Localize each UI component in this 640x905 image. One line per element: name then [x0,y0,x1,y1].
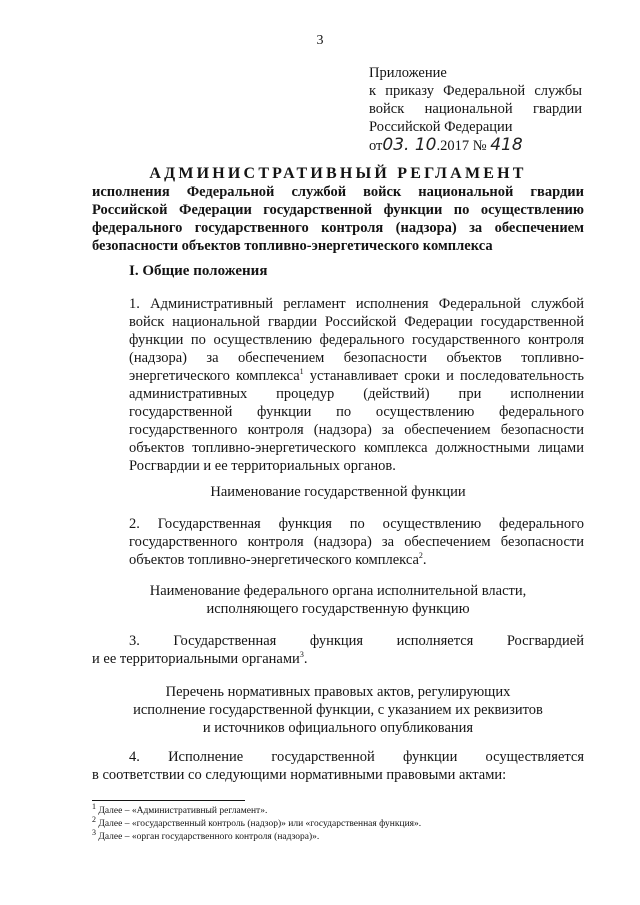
footnote-3-text: Далее – «орган государственного контроля (надзора)». [98,832,320,842]
heading-executive-body-line1: Наименование федерального органа исполнительной власти, [149,583,527,599]
footnote-ref-3: 3 [299,650,304,660]
document-subtitle: исполнения Федеральной службой войск национальной гвардии Российской Федерации государственной функции по осуществлению федерального государственного контроля (надзора) за обеспечением безопасности объектов топливно-энергетического комплекса [92,184,584,254]
footnote-3 [92,827,592,843]
appendix-country-line: Российской Федерации [369,119,513,135]
footnote-separator [92,800,245,801]
page-number: 3 [316,33,324,48]
heading-legal-acts-line1: Перечень нормативных правовых актов, регулирующих [165,684,511,700]
paragraph-1-text-a: 1. Административный регламент исполнения Федеральной службой войск национальной гвардии Российской Федерации государственной функции по осуществлению федерального государственного контроля (надзора) за обеспечением безопасности объектов топливно-энергетического комплекса [129,296,584,384]
heading-function-name: Наименование государственной функции [210,484,466,500]
date-year: .2017 № [436,138,487,154]
paragraph-4-line2: в соответствии со следующими нормативными правовыми актами: [92,767,507,783]
paragraph-2: 2. Государственная функция по осуществлению федерального государственного контроля (надзора) за обеспечением безопасности объектов топливно-энергетического комплекса$^2$. [129,516,584,568]
paragraph-1 [92,295,584,475]
footnote-2-mark: 2 [92,814,96,824]
heading-legal-acts-line3: и источников официального опубликования [202,720,474,736]
footnote-3-mark: 3 [92,827,96,837]
heading-executive-body [92,582,584,618]
footnote-1-mark: 1 [92,801,96,811]
appendix-date-line [369,136,582,155]
paragraph-3-line1: 3. Государственная функция исполняется Росгвардией [129,633,584,649]
handwritten-date: 03. 10 [382,135,437,155]
footnote-1-text: Далее – «Административный регламент». [98,806,268,816]
section-heading-general: I. Общие положения [129,263,268,279]
footnote-ref-2: 2 [418,551,423,561]
document-title: АДМИНИСТРАТИВНЫЙ РЕГЛАМЕНТ [149,165,527,182]
appendix-agency-line: войск национальной гвардии [369,101,582,117]
paragraph-2-text: 2. Государственная функция по осуществлению федерального государственного контроля (надзора) за обеспечением безопасности объектов топливно-энергетического комплекса [129,516,584,568]
date-prefix: от [369,138,383,154]
paragraph-4-line1: 4. Исполнение государственной функции осуществляется [129,749,584,765]
paragraph-3: 3. Государственная функция исполняется Росгвардией и ее территориальными органами$^3$. [92,633,584,667]
heading-legal-acts-line2: исполнение государственной функции, с указанием их реквизитов [133,702,543,718]
footnote-2-text: Далее – «государственный контроль (надзор)» или «государственная функция». [98,819,422,829]
heading-executive-body-line2: исполняющего государственную функцию [206,601,470,617]
paragraph-3-line2: и ее территориальными органами [92,651,300,667]
footnote-2 [92,814,592,830]
paragraph-1-text-b: устанавливает сроки и последовательность административных процедур (действий) при исполнении государственной функции по осуществлению федерального государственного контроля (надзора) за обеспечением безопасности объектов топливно-энергетического комплекса должностными лицами Росгвардии и ее территориальных органов. [129,368,585,474]
handwritten-order-number: 418 [490,135,523,155]
appendix-block [369,64,582,155]
paragraph-4 [92,748,584,784]
footnote-1 [92,801,592,817]
heading-legal-acts [92,683,584,737]
appendix-label: Приложение [369,65,447,81]
appendix-order-line: к приказу Федеральной службы [369,83,582,99]
footnote-ref-1: 1 [299,367,304,377]
